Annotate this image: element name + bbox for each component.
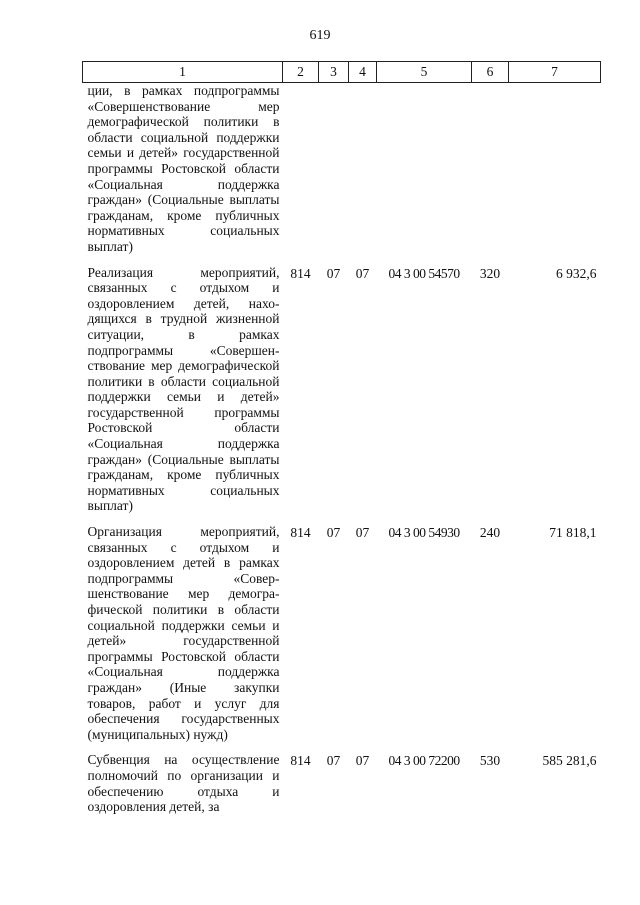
row-description: Субвенция на осуществление полномочий по организации и обеспечению отдыха и оздоровления детей, за [87,752,280,815]
row-ministry-code: 814 [290,753,311,769]
page-number: 619 [309,28,331,43]
header-row [83,62,601,83]
column-header-1: 1 [83,62,283,83]
row-ministry-code: 814 [290,265,311,281]
table-header [83,62,601,83]
table-row [83,524,601,752]
budget-table [82,61,601,825]
row-section-code: 07 [326,753,341,769]
column-header-3: 3 [319,62,349,83]
row-section-code: 07 [326,525,341,541]
row-expense-type: 530 [479,753,501,769]
table-row [83,265,601,525]
column-header-6: 6 [472,62,509,83]
row-amount: 6 932,6 [556,265,597,281]
row-target-article [377,83,472,265]
row-subsection-code: 07 [355,753,370,769]
column-header-7: 7 [509,62,601,83]
table-row [83,83,601,265]
row-amount: 585 281,6 [542,753,597,769]
column-header-5: 5 [377,62,472,83]
row-subsection-code: 07 [355,265,370,281]
column-header-4: 4 [349,62,377,83]
row-expense-type: 320 [479,265,501,281]
row-amount: 71 818,1 [549,525,597,541]
row-ministry-code [283,83,319,265]
row-expense-type [472,83,509,265]
row-target-article: 04 3 00 72200 [388,753,460,769]
row-section-code [319,83,349,265]
table-row [83,752,601,824]
row-description: ции, в рамках подпрограммы «Совершенствование мер демографической политики в области социальной поддержки семьи и детей» государственной программы Ростовской области «Социальная поддержка граждан» (Социальные выплаты гражданам, кроме публичных нормативных социальных выплат) [87,83,280,254]
row-ministry-code: 814 [290,525,311,541]
row-subsection-code: 07 [355,525,370,541]
column-header-2: 2 [283,62,319,83]
row-subsection-code [349,83,377,265]
row-description: Организация мероприятий, связанных с отдыхом и оздоровлением детей в рамках подпрограммы «Совершенствование мер демографической политики в области социальной поддержки семьи и детей» государственной программы Ростовской области «Социальная поддержка граждан» (Иные закупки товаров, работ и услуг для обеспечения государственных (муниципальных) нужд) [87,524,280,742]
row-section-code: 07 [326,265,341,281]
table-body [83,83,601,825]
row-amount [509,83,601,265]
row-description: Реализация мероприятий, связанных с отдыхом и оздоровлением детей, находящихся в трудной жизненной ситуации, в рамках подпрограммы «Совершенствование мер демографической политики в области социальной поддержки семьи и детей» государственной программы Ростовской области «Социальная поддержка граждан» (Социальные выплаты гражданам, кроме публичных нормативных социальных выплат) [87,264,280,514]
row-target-article: 04 3 00 54930 [388,525,460,541]
row-expense-type: 240 [479,525,501,541]
row-target-article: 04 3 00 54570 [388,265,460,281]
